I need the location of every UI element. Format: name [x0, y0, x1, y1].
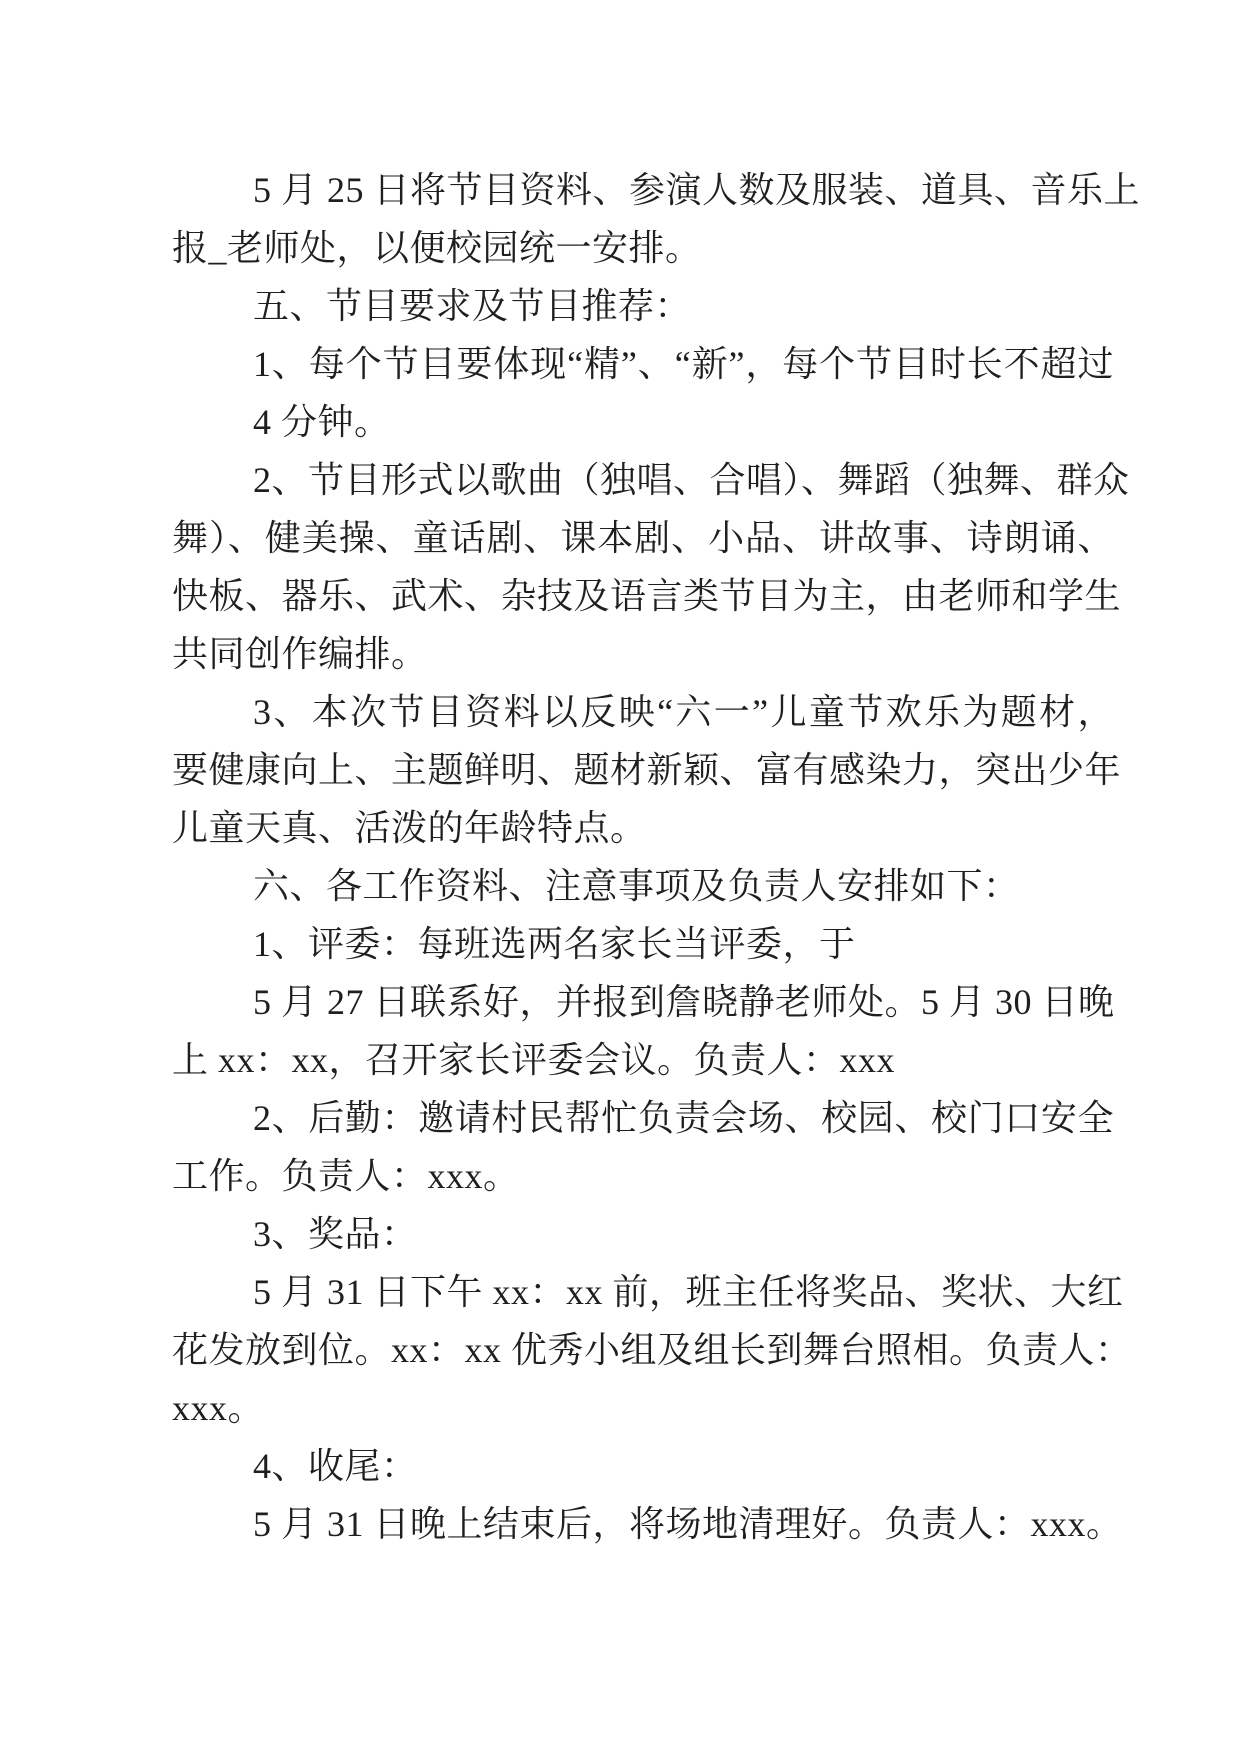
document-text-line: 5 月 31 日下午 xx：xx 前，班主任将奖品、奖状、大红 — [253, 1272, 1124, 1312]
document-text-line: xxx。 — [172, 1388, 265, 1428]
document-body — [172, 161, 1141, 1553]
document-text-line: 5 月 27 日联系好，并报到詹晓静老师处。5 月 30 日晚 — [253, 982, 1115, 1022]
document-text-line: 3、本次节目资料以反映“六一”儿童节欢乐为题材， — [253, 692, 1114, 732]
document-text-line: 六、各工作资料、注意事项及负责人安排如下： — [253, 866, 1020, 906]
document-text-line: 快板、器乐、武术、杂技及语言类节目为主，由老师和学生 — [172, 576, 1122, 616]
document-text-line: 舞）、健美操、童话剧、课本剧、小品、讲故事、诗朗诵、 — [172, 518, 1114, 558]
document-text-line: 1、评委：每班选两名家长当评委，于 — [253, 924, 856, 964]
document-text-line: 2、后勤：邀请村民帮忙负责会场、校园、校门口安全 — [253, 1098, 1114, 1138]
document-text-line: 2、节目形式以歌曲（独唱、合唱）、舞蹈（独舞、群众 — [253, 460, 1130, 500]
document-text-line: 4 分钟。 — [253, 402, 391, 442]
document-text-line: 报_老师处，以便校园统一安排。 — [172, 228, 702, 268]
document-text-line: 上 xx：xx，召开家长评委会议。负责人：xxx — [172, 1040, 896, 1080]
document-text-line: 花发放到位。xx：xx 优秀小组及组长到舞台照相。负责人： — [172, 1330, 1132, 1370]
document-text-line: 4、收尾： — [253, 1446, 418, 1486]
document-text-line: 共同创作编排。 — [172, 634, 428, 674]
document-text-line: 工作。负责人：xxx。 — [172, 1156, 520, 1196]
document-text-line: 5 月 25 日将节目资料、参演人数及服装、道具、音乐上 — [253, 170, 1141, 210]
document-text-line: 3、奖品： — [253, 1214, 418, 1254]
document-text-line: 儿童天真、活泼的年龄特点。 — [172, 808, 647, 848]
document-text-line: 五、节目要求及节目推荐： — [253, 286, 692, 326]
document-text-line: 1、每个节目要体现“精”、“新”，每个节目时长不超过 — [253, 344, 1114, 384]
document-text-line: 要健康向上、主题鲜明、题材新颖、富有感染力，突出少年 — [172, 750, 1122, 790]
document-text-line: 5 月 31 日晚上结束后，将场地清理好。负责人：xxx。 — [253, 1504, 1123, 1544]
